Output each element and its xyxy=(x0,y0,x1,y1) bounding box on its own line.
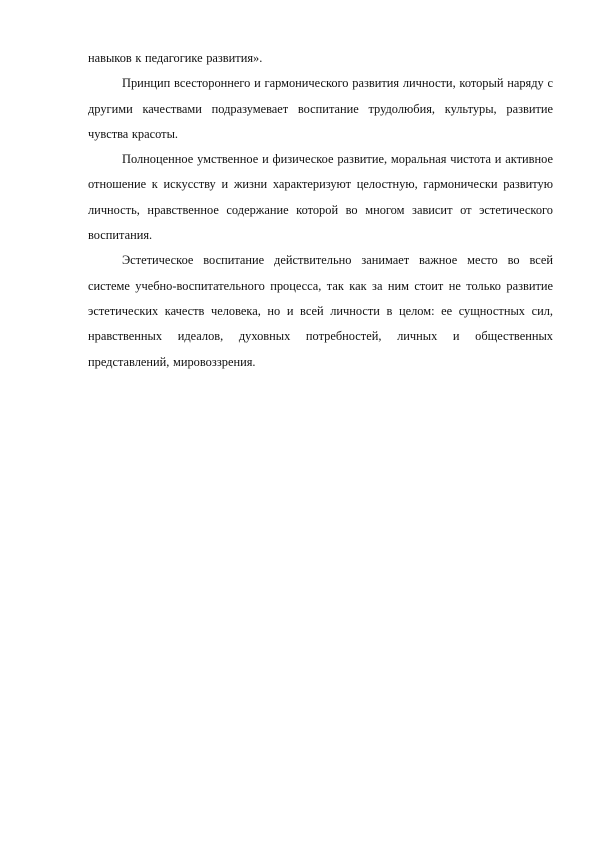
paragraph-development: Полноценное умственное и физическое развитие, моральная чистота и активное отношение к искусству и жизни характеризуют целостную, гармонически развитую личность, нравственное содержание которой во многом зависит от эстетического воспитания. xyxy=(88,152,553,243)
paragraph-aesthetic-education: Эстетическое воспитание действительно занимает важное место во всей системе учебно-воспитательного процесса, так как за ним стоит не только развитие эстетических качеств человека, но и всей личности в целом: ее сущностных сил, нравственных идеалов, духовных потребностей, личных и общественных представлений, мировоззрения. xyxy=(88,253,553,369)
paragraph-continuation: навыков к педагогике развития». xyxy=(88,51,263,65)
document-body xyxy=(88,46,553,375)
paragraph-principle: Принцип всестороннего и гармонического развития личности, который наряду с другими качествами подразумевает воспитание трудолюбия, культуры, развитие чувства красоты. xyxy=(88,76,553,141)
